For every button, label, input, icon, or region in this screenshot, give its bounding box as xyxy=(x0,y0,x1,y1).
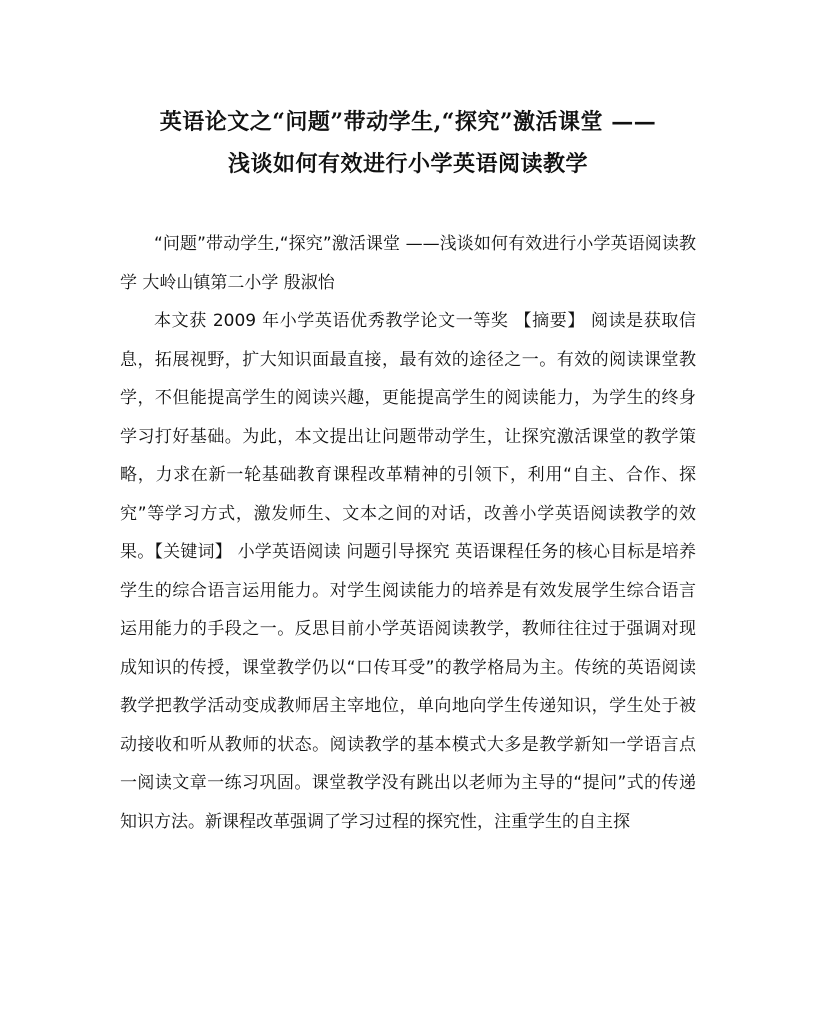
document-title-line-2: 浅谈如何有效进行小学英语阅读教学 xyxy=(227,151,588,177)
paragraph-intro: “问题”带动学生,“探究”激活课堂 ——浅谈如何有效进行小学英语阅读教学 大岭山镇第二小学 殷淑怡 xyxy=(120,234,696,293)
paragraph-main: 本文获 2009 年小学英语优秀教学论文一等奖 【摘要】 阅读是获取信息，拓展视野，扩大知识面最直接，最有效的途径之一。有效的阅读课堂教学，不但能提高学生的阅读兴趣，更能提高学生的阅读能力，为学生的终身学习打好基础。为此，本文提出让问题带动学生，让探究激活课堂的教学策略，力求在新一轮基础教育课程改革精神的引领下，利用“自主、合作、探究”等学习方式，激发师生、文本之间的对话，改善小学英语阅读教学的效果。【关键词】 小学英语阅读 问题引导探究 英语课程任务的核心目标是培养学生的综合语言运用能力。对学生阅读能力的培养是有效发展学生综合语言运用能力的手段之一。反思目前小学英语阅读教学，教师往往过于强调对现成知识的传授，课堂教学仍以“口传耳受”的教学格局为主。传统的英语阅读教学把教学活动变成教师居主宰地位，单向地向学生传递知识，学生处于被动接收和听从教师的状态。阅读教学的基本模式大多是教学新知一学语言点一阅读文章一练习巩固。课堂教学没有跳出以老师为主导的“提问”式的传递知识方法。新课程改革强调了学习过程的探究性，注重学生的自主探 xyxy=(120,311,696,832)
document-title-line-1: 英语论文之“问题”带动学生,“探究”激活课堂 —— xyxy=(159,109,657,135)
document-body xyxy=(120,225,696,841)
